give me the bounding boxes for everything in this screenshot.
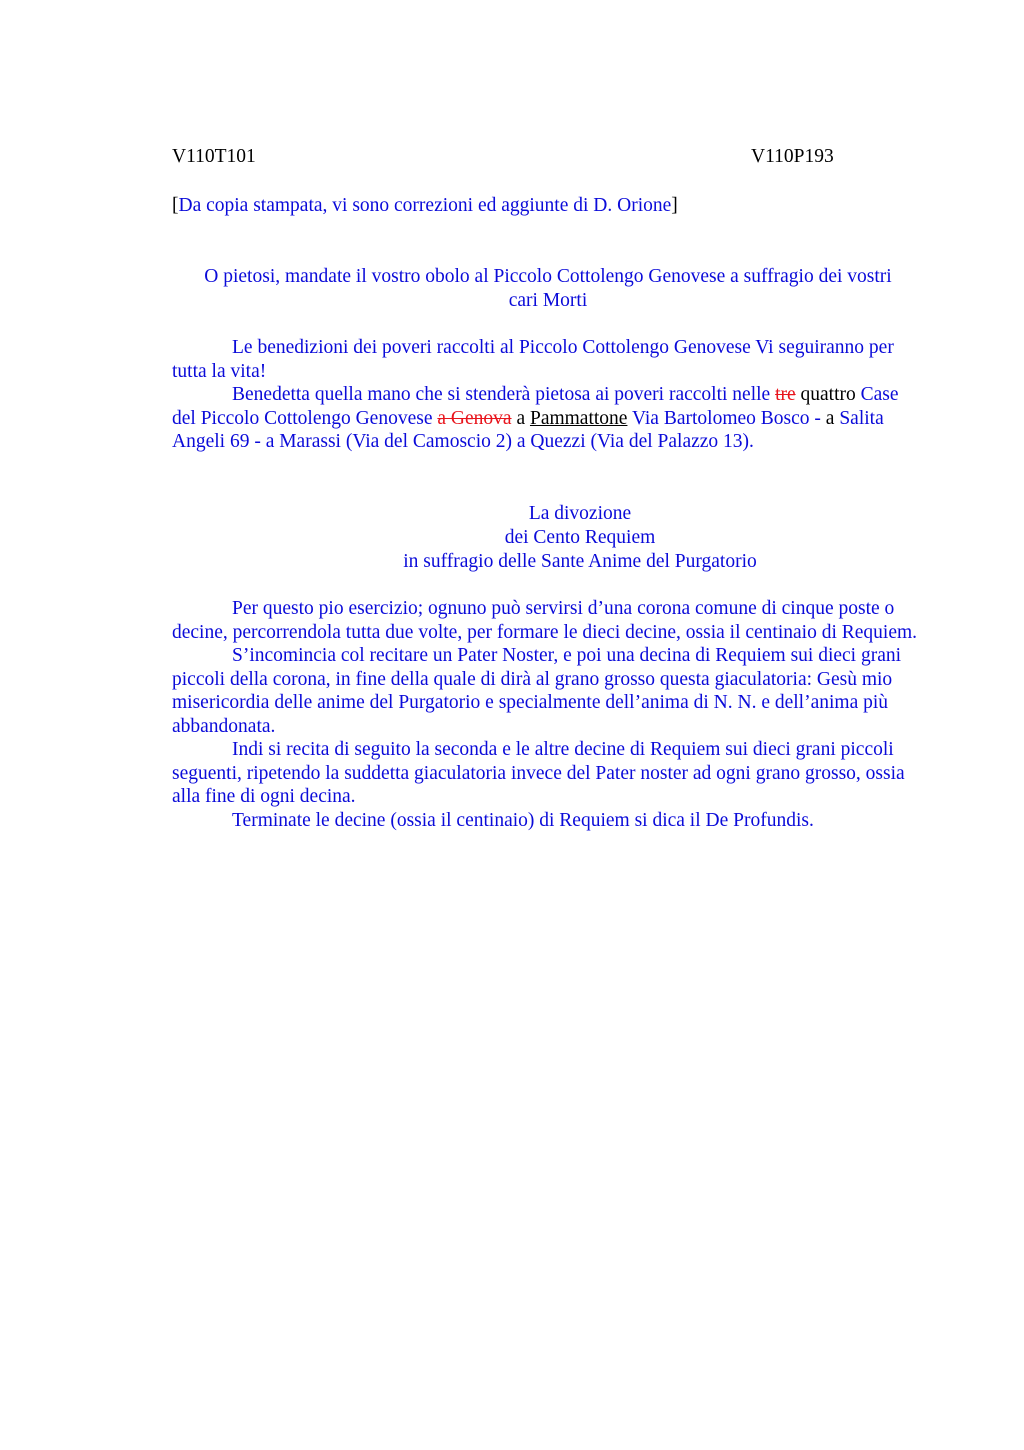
- appeal-heading: [172, 265, 924, 313]
- instructions-paragraph-1: Per questo pio esercizio; ognuno può servirsi d’una corona comune di cinque poste o decine, percorrendola tutta due volte, per formare le dieci decine, ossia il centinaio di Requiem.: [172, 598, 918, 643]
- blessings-p2-part4: Salita Angeli 69 - a Marassi (Via del Camoscio 2) a Quezzi (Via del Palazzo 13).: [172, 407, 884, 452]
- inserted-word-a: a: [511, 407, 530, 429]
- blessings-p2-part2: Case del Piccolo Cottolengo Genovese: [172, 384, 899, 429]
- instructions-paragraph-2: S’incomincia col recitare un Pater Noster, e poi una decina di Requiem sui dieci grani piccoli della corona, in fine della quale di dirà al grano grosso questa giaculatoria: Gesù mio misericordia delle anime del Purgatorio e specialmente dell’anima di N. N. e dell’anima più abbandonata.: [172, 645, 902, 737]
- blessings-p2-part3: Via Bartolomeo Bosco -: [627, 407, 826, 429]
- source-note: [172, 194, 678, 218]
- source-note-open-bracket: [: [172, 195, 179, 216]
- deleted-word-tre: tre: [775, 384, 796, 405]
- inserted-word-quattro: quattro: [795, 384, 856, 405]
- deleted-phrase-a-genova: a Genova: [437, 407, 512, 429]
- blessings-p2-part1: Benedetta quella mano che si stenderà pietosa ai poveri raccolti nelle: [232, 384, 776, 405]
- source-note-text: Da copia stampata, vi sono correzioni ed aggiunte di D. Orione: [178, 195, 672, 216]
- appeal-line-2: cari Morti: [508, 290, 588, 311]
- inserted-word-a-2: a: [825, 407, 835, 429]
- blessings-section: [172, 336, 924, 454]
- instructions-paragraph-4: Terminate le decine (ossia il centinaio) di Requiem si dica il De Profundis.: [232, 809, 814, 831]
- document-code-right: V110P193: [751, 146, 834, 167]
- devotion-title-line-1: La divozione: [528, 503, 632, 524]
- appeal-line-1: O pietosi, mandate il vostro obolo al Piccolo Cottolengo Genovese a suffragio dei vostri: [204, 266, 892, 287]
- devotion-title: [172, 502, 988, 574]
- instructions-section: [172, 597, 924, 832]
- devotion-title-line-3: in suffragio delle Sante Anime del Purgatorio: [403, 551, 757, 572]
- devotion-title-line-2: dei Cento Requiem: [504, 527, 656, 548]
- inserted-underlined-pammattone: Pammattone: [529, 407, 628, 429]
- source-note-close-bracket: ]: [671, 195, 678, 216]
- blessings-paragraph-2: [172, 383, 924, 454]
- instructions-paragraph-3: Indi si recita di seguito la seconda e le altre decine di Requiem sui dieci grani piccoli seguenti, ripetendo la suddetta giaculatoria invece del Pater noster ad ogni grano grosso, ossia alla fine di ogni decina.: [172, 739, 905, 807]
- blessings-paragraph-1: Le benedizioni dei poveri raccolti al Piccolo Cottolengo Genovese Vi seguiranno per tutta la vita!: [172, 337, 894, 382]
- document-code-left: V110T101: [172, 146, 256, 167]
